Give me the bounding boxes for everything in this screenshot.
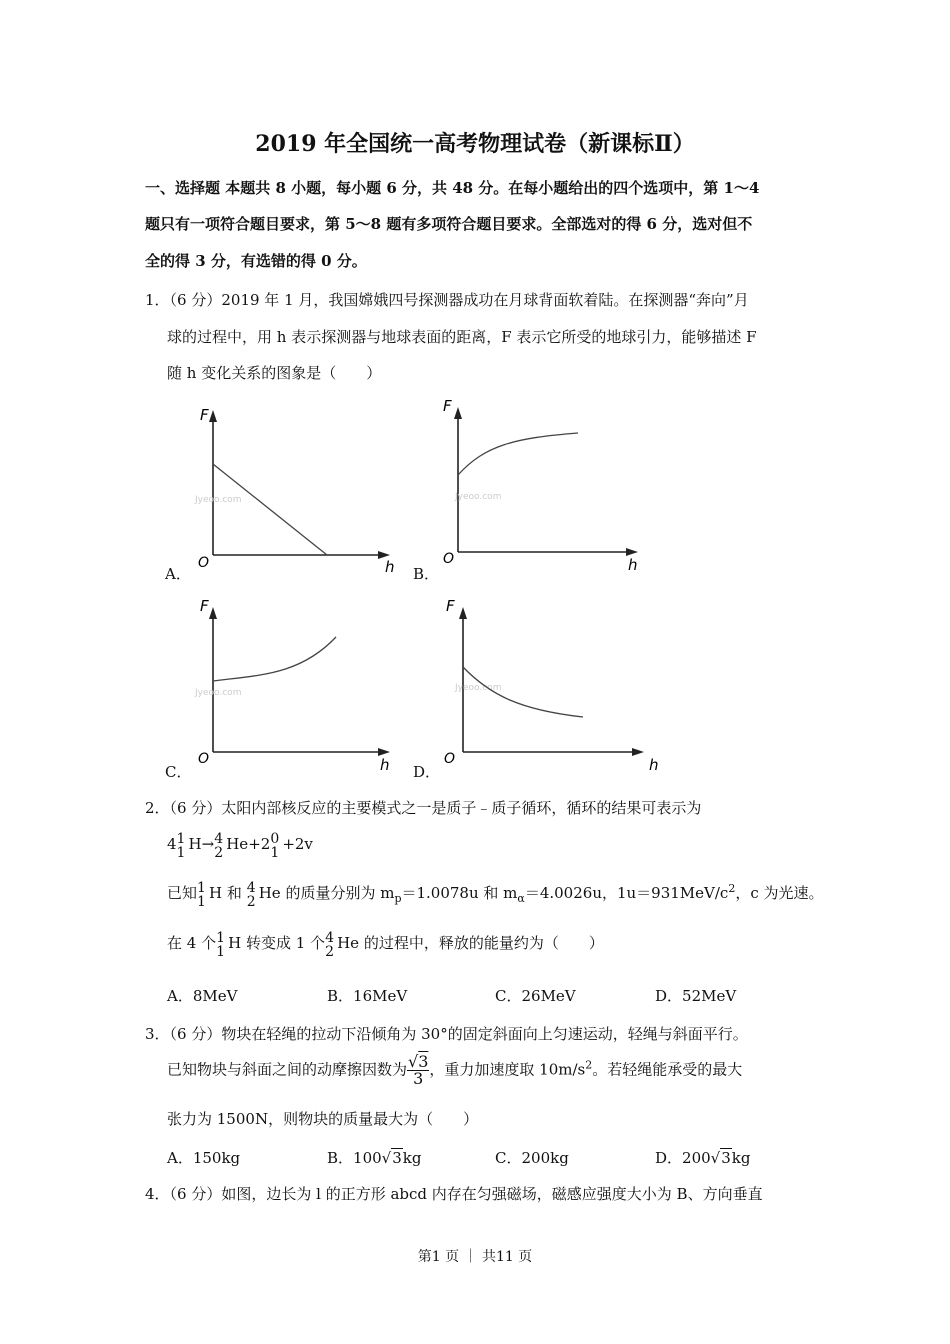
y-axis-arrow: [209, 410, 217, 422]
q3-option-c: C．200kg: [495, 1149, 569, 1167]
q1-graph-b: [435, 395, 655, 580]
origin-label: O: [198, 751, 210, 767]
q3-option-d: D．200√3kg: [655, 1149, 751, 1167]
q2-equation: [167, 831, 313, 859]
q2-stem-line-4: 在 4 个 1 1 H 转变成 1 个 4 2 He 的过程中，释放的能量约为（ ）: [167, 930, 604, 960]
q1-option-a-label: A．: [165, 565, 191, 583]
x-axis-label: h: [380, 756, 390, 774]
iso-e: 0 1: [270, 831, 280, 861]
q1-stem-line-1: 1．（6 分）2019 年 1 月，我国嫦娥四号探测器成功在月球背面软着陆。在探测器“奔向”月: [145, 291, 749, 309]
q2-option-d: D．52MeV: [655, 987, 737, 1005]
q2-option-a: A．8MeV: [167, 987, 238, 1005]
page-title: 2019 年全国统一高考物理试卷（新课标Ⅱ）: [255, 131, 695, 157]
x-axis-arrow: [632, 748, 644, 756]
q1-graph-a: [190, 400, 410, 580]
eq-coef: 4: [167, 835, 177, 853]
q2-stem-line-3: 已知 1 1 H 和 4 2 He 的质量分别为 $m_p=1.0078u$ 和 $m_\alpha=4.0026u$，$1u=931MeV/c^2$，c 为光速。: [167, 880, 824, 910]
section-instructions-line-1: 一、选择题 本题共 8 小题，每小题 6 分，共 48 分。在每小题给出的四个选项中，第 1～4: [145, 179, 760, 197]
watermark: Jyeoo.com: [455, 683, 502, 693]
q3-option-b: B．100√3kg: [327, 1149, 422, 1167]
curve: [458, 433, 578, 475]
q1-stem-line-2: 球的过程中，用 h 表示探测器与地球表面的距离，F 表示它所受的地球引力，能够描述 F: [167, 328, 757, 346]
q1-graph-d: [440, 595, 660, 780]
section-instructions-line-3: 全的得 3 分，有选错的得 0 分。: [145, 252, 367, 270]
origin-label: O: [443, 551, 455, 567]
iso-he: 4 2: [214, 831, 224, 861]
x-axis-label: h: [649, 756, 659, 774]
q2-option-c: C．26MeV: [495, 987, 576, 1005]
y-axis-label: F: [443, 397, 452, 415]
q2-option-b: B．16MeV: [327, 987, 408, 1005]
y-axis-arrow: [209, 607, 217, 619]
q3-stem-line-3: 张力为 1500N，则物块的质量最大为（ ）: [167, 1110, 479, 1128]
origin-label: O: [198, 555, 210, 571]
q3-stem-line-2: 已知物块与斜面之间的动摩擦因数为 $\frac{√3}{3}$ ，重力加速度取 $10m/s^2$。若轻绳能承受的最大: [167, 1052, 743, 1088]
y-axis-label: F: [200, 597, 209, 615]
watermark: Jyeoo.com: [195, 495, 242, 505]
arrow-icon: →: [201, 835, 215, 853]
q3-option-a: A．150kg: [167, 1149, 241, 1167]
eq-h-symbol: H: [188, 835, 202, 853]
q1-stem-line-3: 随 h 变化关系的图象是（ ）: [167, 364, 382, 382]
eq-tail: +2v: [282, 835, 313, 853]
watermark: Jyeoo.com: [195, 688, 242, 698]
q2-stem-line-1: 2．（6 分）太阳内部核反应的主要模式之一是质子﹣质子循环，循环的结果可表示为: [145, 799, 702, 817]
iso-h: 1 1: [176, 831, 186, 861]
y-axis-arrow: [454, 407, 462, 419]
q4-stem-line-1: 4．（6 分）如图，边长为 l 的正方形 abcd 内存在匀强磁场，磁感应强度大小为 B、方向垂直: [145, 1185, 763, 1203]
q1-option-b-label: B．: [413, 565, 440, 583]
x-axis-arrow: [378, 748, 390, 756]
curve: [213, 464, 327, 555]
page-footer: 第1 页 ｜ 共11 页: [417, 1249, 533, 1265]
x-axis-arrow: [626, 548, 638, 556]
origin-label: O: [444, 751, 456, 767]
y-axis-label: F: [200, 406, 209, 424]
curve: [213, 637, 336, 681]
fraction-sqrt3-over-3: $\frac{√3}{3}$: [408, 1052, 429, 1088]
eq-he-symbol: He: [226, 835, 249, 853]
q3-stem-line-1: 3．（6 分）物块在轻绳的拉动下沿倾角为 30°的固定斜面向上匀速运动，轻绳与斜面平行。: [145, 1025, 748, 1043]
y-axis-label: F: [446, 597, 455, 615]
eq-plus2: +2: [248, 835, 271, 853]
x-axis-label: h: [628, 556, 638, 574]
section-instructions-line-2: 题只有一项符合题目要求，第 5～8 题有多项符合题目要求。全部选对的得 6 分，选对但不: [145, 215, 753, 233]
q1-option-d-label: D．: [413, 763, 441, 781]
y-axis-arrow: [459, 607, 467, 619]
x-axis-label: h: [385, 558, 395, 576]
watermark: Jyeoo.com: [455, 492, 502, 502]
q1-option-c-label: C．: [165, 763, 192, 781]
q1-graph-c: [190, 595, 410, 780]
